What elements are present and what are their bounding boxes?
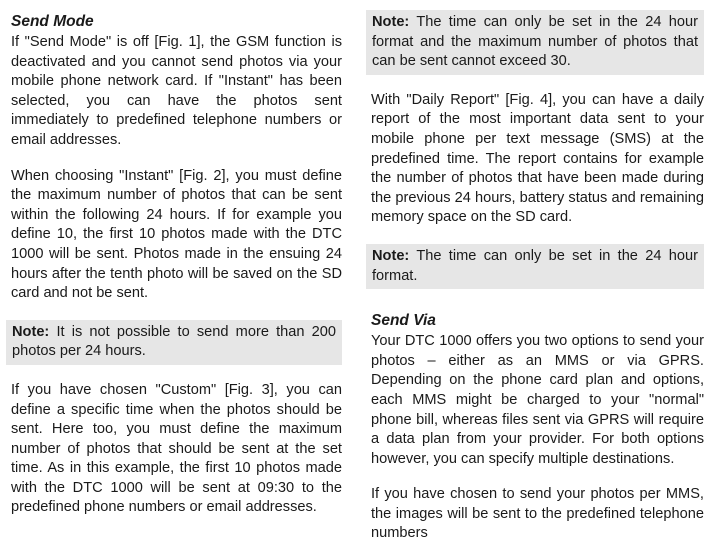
note-label: Note: <box>372 247 410 264</box>
send-via-heading: Send Via <box>371 312 436 330</box>
note-text: The time can only be set in the 24 hour format and the maximum number of photos that can be sent cannot exceed 30. <box>372 14 698 70</box>
note-box-max-photos <box>6 320 342 365</box>
send-mode-heading: Send Mode <box>11 13 94 30</box>
note-box-time-format-limit <box>366 10 704 75</box>
mms-paragraph: If you have chosen to send your photos per MMS, the images will be sent to the predefined telephone numbers <box>371 486 704 542</box>
note-text: It is not possible to send more than 200 photos per 24 hours. <box>12 323 336 360</box>
note-box-time-format <box>366 244 704 289</box>
send-mode-paragraph: If "Send Mode" is off [Fig. 1], the GSM function is deactivated and you cannot send photos via your mobile phone network card. If "Instant" has been selected, you can have the photos sent immediately to predefined telephone numbers or email addresses. <box>11 34 342 148</box>
instant-paragraph: When choosing "Instant" [Fig. 2], you must define the maximum number of photos that can be sent within the following 24 hours. If for example you define 10, the first 10 photos made with the DTC 1000 will be sent. Photos made in the ensuing 24 hours after the tenth photo will be saved on the SD card and not be sent. <box>11 167 342 302</box>
note-label: Note: <box>372 14 410 30</box>
send-via-paragraph: Your DTC 1000 offers you two options to send your photos – either as an MMS or via GPRS. Depending on the phone card plan and options, each MMS might be charged to your "normal" phone bill, whereas files sent via GPRS will require a data plan from your provider. For both options however, you can specify multiple destinations. <box>371 333 704 467</box>
note-label: Note: <box>12 323 50 340</box>
daily-report-paragraph: With "Daily Report" [Fig. 4], you can have a daily report of the most important data sent to your mobile phone per text message (SMS) at the predefined time. The report contains for example the number of photos that have been made during the previous 24 hours, battery status and remaining memory space on the SD card. <box>371 91 704 226</box>
left-column <box>11 10 342 518</box>
right-column <box>371 10 704 544</box>
note-text: The time can only be set in the 24 hour format. <box>372 247 698 284</box>
custom-paragraph: If you have chosen "Custom" [Fig. 3], you can define a specific time when the photos should be sent. Here too, you must define the maximum number of photos that should be sent at the set time. As in this example, the first 10 photos made with the DTC 1000 will be sent at 09:30 to the predefined phone numbers or email addresses. <box>11 381 342 516</box>
